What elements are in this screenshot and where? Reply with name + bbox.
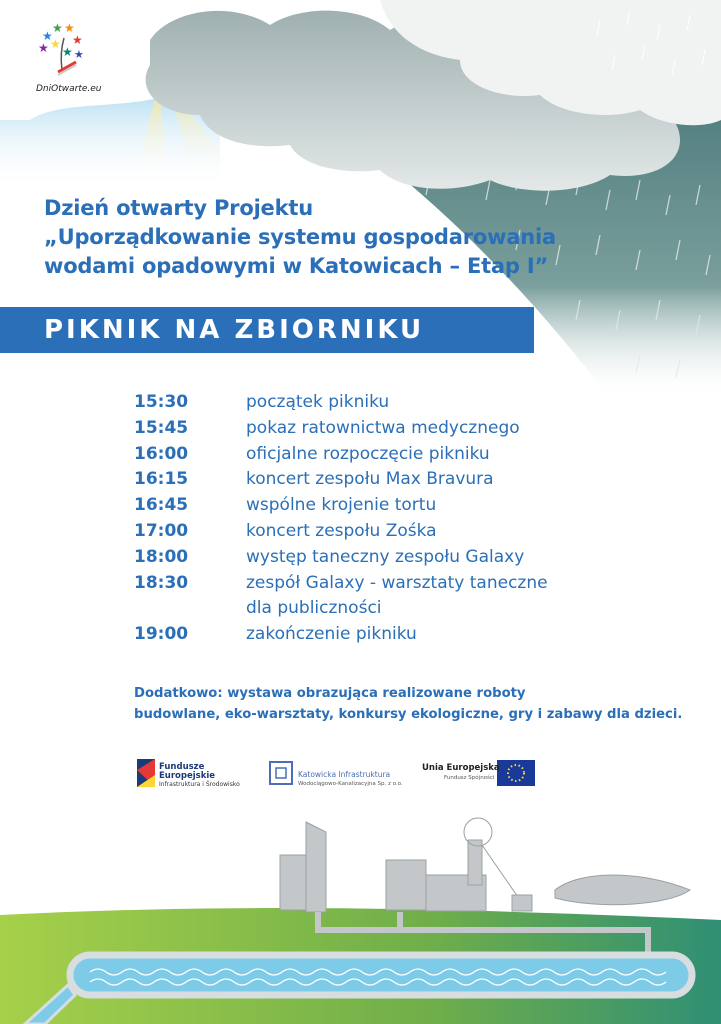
svg-text:★: ★ [38,41,49,55]
schedule-time: 16:00 [134,443,189,464]
additional-info-line-2: budowlane, eko-warsztaty, konkursy ekologiczne, gry i zabawy dla dzieci. [134,707,683,722]
schedule-time: 15:30 [134,392,189,412]
svg-text:★: ★ [50,37,61,51]
schedule-row [134,596,604,622]
ki-logo-icon [270,762,292,784]
schedule-activity: zespół Galaxy - warsztaty taneczne [246,572,548,593]
schedule-time: 15:45 [134,417,189,438]
ue-logo-sub: Fundusz Spójności [444,775,495,781]
schedule-time: 16:45 [134,495,189,516]
page-title [44,194,604,281]
schedule-activity: koncert zespołu Zośka [246,520,437,541]
schedule-time: 19:00 [134,624,189,645]
schedule-row [134,467,604,493]
schedule-time: 17:00 [134,520,189,541]
additional-info-line-1: Dodatkowo: wystawa obrazująca realizowane roboty [134,686,526,701]
title-line-3: wodami opadowymi w Katowicach – Etap I” [44,254,549,278]
schedule-time: 18:30 [134,572,189,593]
title-line-2: „Uporządkowanie systemu gospodarowania [44,225,557,249]
schedule [134,390,604,648]
schedule-row [134,442,604,468]
svg-text:★: ★ [74,48,84,61]
schedule-activity: koncert zespołu Max Bravura [246,469,494,490]
svg-text:★: ★ [72,33,83,47]
banner-text: PIKNIK NA ZBIORNIKU [44,315,425,345]
schedule-row [134,416,604,442]
fe-logo-name: Fundusze Europejskie [159,762,216,781]
schedule-row [134,390,604,416]
svg-text:★: ★ [62,45,73,59]
schedule-activity: wspólne krojenie tortu [246,495,437,516]
additional-info [134,683,682,725]
schedule-row [134,622,604,648]
schedule-row [134,493,604,519]
schedule-time: 18:00 [134,546,189,567]
schedule-activity: występ taneczny zespołu Galaxy [246,546,525,567]
schedule-row [134,571,604,597]
schedule-row [134,545,604,571]
svg-text:★: ★ [52,21,63,35]
logo-text: DniOtwarte.eu [36,84,102,94]
city-skyline-icon [280,818,690,912]
fe-logo-icon [137,759,155,787]
eu-flag-icon [497,760,535,786]
ki-logo-sub: Wodociągowo-Kanalizacyjna Sp. z o.o. [298,781,403,787]
schedule-activity: pokaz ratownictwa medycznego [246,417,520,438]
title-line-1: Dzień otwarty Projektu [44,196,313,220]
svg-text:★: ★ [64,21,75,35]
schedule-row [134,519,604,545]
ki-logo-name: Katowicka Infrastruktura [298,770,391,779]
schedule-activity: zakończenie pikniku [246,624,417,645]
schedule-activity: oficjalne rozpoczęcie pikniku [246,443,490,464]
schedule-activity: początek pikniku [246,392,390,412]
schedule-activity: dla publiczności [246,598,382,619]
svg-text:★: ★ [42,29,53,43]
ue-logo-name: Unia Europejska [422,763,500,773]
fe-logo-sub: Infrastruktura i Środowisko [159,781,240,788]
schedule-time: 16:15 [134,469,189,490]
